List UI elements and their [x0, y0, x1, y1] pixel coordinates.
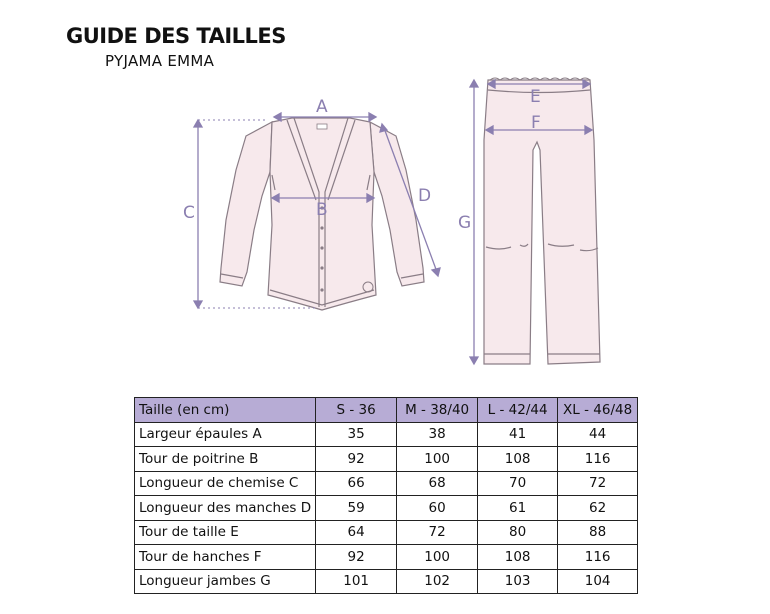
row-label: Largeur épaules A: [135, 422, 316, 447]
cell-value: 72: [397, 520, 478, 545]
row-label: Longueur des manches D: [135, 496, 316, 521]
row-label: Longueur jambes G: [135, 569, 316, 594]
table-row: [135, 447, 638, 472]
cell-value: 100: [397, 545, 478, 570]
cell-value: 70: [478, 471, 558, 496]
header-l: L - 42/44: [478, 398, 558, 423]
header-xl: XL - 46/48: [558, 398, 638, 423]
cell-value: 59: [316, 496, 397, 521]
cell-value: 101: [316, 569, 397, 594]
shirt-right-sleeve: [370, 122, 424, 286]
table-header-row: [135, 398, 638, 423]
table-row: [135, 520, 638, 545]
cell-value: 60: [397, 496, 478, 521]
shirt-label: [317, 124, 327, 129]
cell-value: 62: [558, 496, 638, 521]
cell-value: 35: [316, 422, 397, 447]
cell-value: 44: [558, 422, 638, 447]
label-g: G: [458, 213, 472, 233]
cell-value: 38: [397, 422, 478, 447]
cell-value: 108: [478, 545, 558, 570]
table-row: [135, 496, 638, 521]
cell-value: 88: [558, 520, 638, 545]
cell-value: 100: [397, 447, 478, 472]
table-row: [135, 422, 638, 447]
cell-value: 41: [478, 422, 558, 447]
cell-value: 66: [316, 471, 397, 496]
cell-value: 116: [558, 447, 638, 472]
cell-value: 92: [316, 447, 397, 472]
cell-value: 103: [478, 569, 558, 594]
pants-body: [484, 80, 600, 364]
cell-value: 61: [478, 496, 558, 521]
shirt-left-sleeve: [220, 122, 272, 286]
row-label: Longueur de chemise C: [135, 471, 316, 496]
label-e: E: [530, 87, 541, 107]
cell-value: 102: [397, 569, 478, 594]
label-c: C: [183, 203, 195, 223]
table-row: [135, 545, 638, 570]
cell-value: 116: [558, 545, 638, 570]
header-s: S - 36: [316, 398, 397, 423]
row-label: Tour de poitrine B: [135, 447, 316, 472]
cell-value: 72: [558, 471, 638, 496]
label-d: D: [418, 186, 432, 206]
cell-value: 92: [316, 545, 397, 570]
cell-value: 80: [478, 520, 558, 545]
row-label: Tour de taille E: [135, 520, 316, 545]
cell-value: 108: [478, 447, 558, 472]
header-size: Taille (en cm): [135, 398, 316, 423]
label-f: F: [531, 113, 541, 133]
size-table: [134, 397, 638, 594]
table-row: [135, 471, 638, 496]
header-m: M - 38/40: [397, 398, 478, 423]
row-label: Tour de hanches F: [135, 545, 316, 570]
pants-drawing: [484, 80, 600, 364]
label-b: B: [316, 200, 328, 220]
page-title: GUIDE DES TAILLES: [66, 24, 286, 48]
cell-value: 64: [316, 520, 397, 545]
cell-value: 104: [558, 569, 638, 594]
cell-value: 68: [397, 471, 478, 496]
label-a: A: [316, 97, 328, 117]
table-row: [135, 569, 638, 594]
page-subtitle: PYJAMA EMMA: [105, 52, 215, 70]
